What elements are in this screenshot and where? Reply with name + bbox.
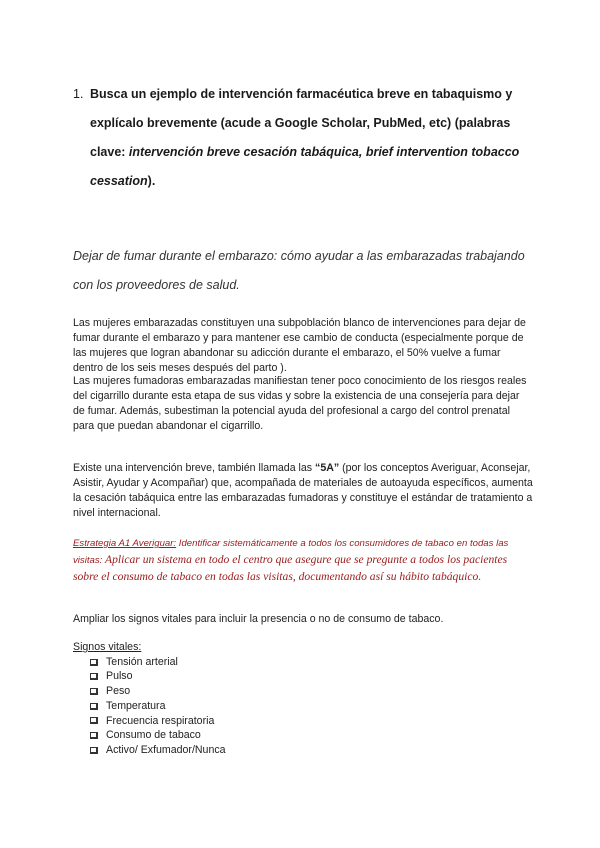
- strategy-block: [73, 535, 533, 585]
- paragraph-pregnant-women: Las mujeres embarazadas constituyen una subpoblación blanco de intervenciones para dejar de fumar durante el embarazo y para mantener ese cambio de conducta (especialmente porque de las mujeres que logran abandonar su adicción durante el embarazo, el 50% vuelve a fumar dentro de los seis meses después del parto ).: [73, 317, 526, 374]
- paragraph-5a-text-end: (por los conceptos Averiguar, Aconsejar, Asistir, Ayudar y Acompañar) que, acompañada de materiales de autoayuda específicos, aumenta la cesación tabáquica entre las embarazadas fumadoras y constituye el estándar de tratamiento a nivel internacional.: [73, 462, 533, 519]
- list-item: [90, 699, 533, 714]
- list-item: [90, 728, 533, 743]
- list-item-label: Frecuencia respiratoria: [106, 714, 215, 727]
- question-number: 1.: [73, 87, 84, 101]
- paragraph-5a-text-start: Existe una intervención breve, también llamada las: [73, 462, 316, 474]
- question-text-end: ).: [147, 174, 156, 188]
- question-text: [90, 80, 533, 196]
- checkbox-square-icon: [90, 717, 98, 724]
- vital-signs-list: [73, 640, 533, 758]
- paragraph-risk-knowledge: Las mujeres fumadoras embarazadas manifiestan tener poco conocimiento de los riesgos reales del cigarrillo durante esta etapa de sus vidas y sobre la existencia de una consejería para dejar de fumar. Además, subestiman la potencial ayuda del profesional a cargo del control prenatal para que puedan abandonar el cigarrillo.: [73, 375, 527, 432]
- checkbox-square-icon: [90, 703, 98, 710]
- list-item: [90, 714, 533, 729]
- question-item: [73, 80, 533, 196]
- list-item-label: Consumo de tabaco: [106, 729, 201, 742]
- strategy-heading-text: Identificar sistemáticamente a todos los consumidores de tabaco en todas las visitas:: [73, 538, 509, 566]
- checkbox-square-icon: [90, 659, 98, 666]
- checkbox-square-icon: [90, 688, 98, 695]
- strategy-body: Aplicar un sistema en todo el centro que asegure que se pregunte a todos los pacientes sobre el consumo de tabaco en todas las visitas, documentando así su hábito tabáquico.: [73, 553, 508, 583]
- checkbox-square-icon: [90, 747, 98, 754]
- vital-signs-title: Signos vitales:: [73, 641, 142, 653]
- question-text-main: Busca un ejemplo de intervención farmacéutica breve en tabaquismo y explícalo brevemente (acude a Google Scholar, PubMed, etc) (palabras clave:: [90, 87, 513, 159]
- paragraph-5a-intervention: [73, 461, 533, 521]
- article-title: Dejar de fumar durante el embarazo: cómo ayudar a las embarazadas trabajando con los proveedores de salud.: [73, 249, 525, 292]
- paragraph-vital-signs: Ampliar los signos vitales para incluir la presencia o no de consumo de tabaco.: [73, 613, 444, 625]
- vital-signs-items: [73, 655, 533, 758]
- paragraph-5a-highlight: “5A”: [315, 462, 340, 474]
- list-item: [90, 655, 533, 670]
- list-item-label: Peso: [106, 685, 131, 698]
- list-item: [90, 669, 533, 684]
- checkbox-square-icon: [90, 732, 98, 739]
- list-item-label: Temperatura: [106, 699, 166, 712]
- question-keywords: intervención breve cesación tabáquica, brief intervention tobacco cessation: [90, 145, 520, 188]
- list-item-label: Pulso: [106, 670, 133, 683]
- list-item-label: Activo/ Exfumador/Nunca: [106, 743, 226, 756]
- list-item-label: Tensión arterial: [106, 655, 178, 668]
- checkbox-square-icon: [90, 673, 98, 680]
- list-item: [90, 743, 533, 758]
- strategy-label: Estrategia A1 Averiguar:: [73, 538, 177, 549]
- list-item: [90, 684, 533, 699]
